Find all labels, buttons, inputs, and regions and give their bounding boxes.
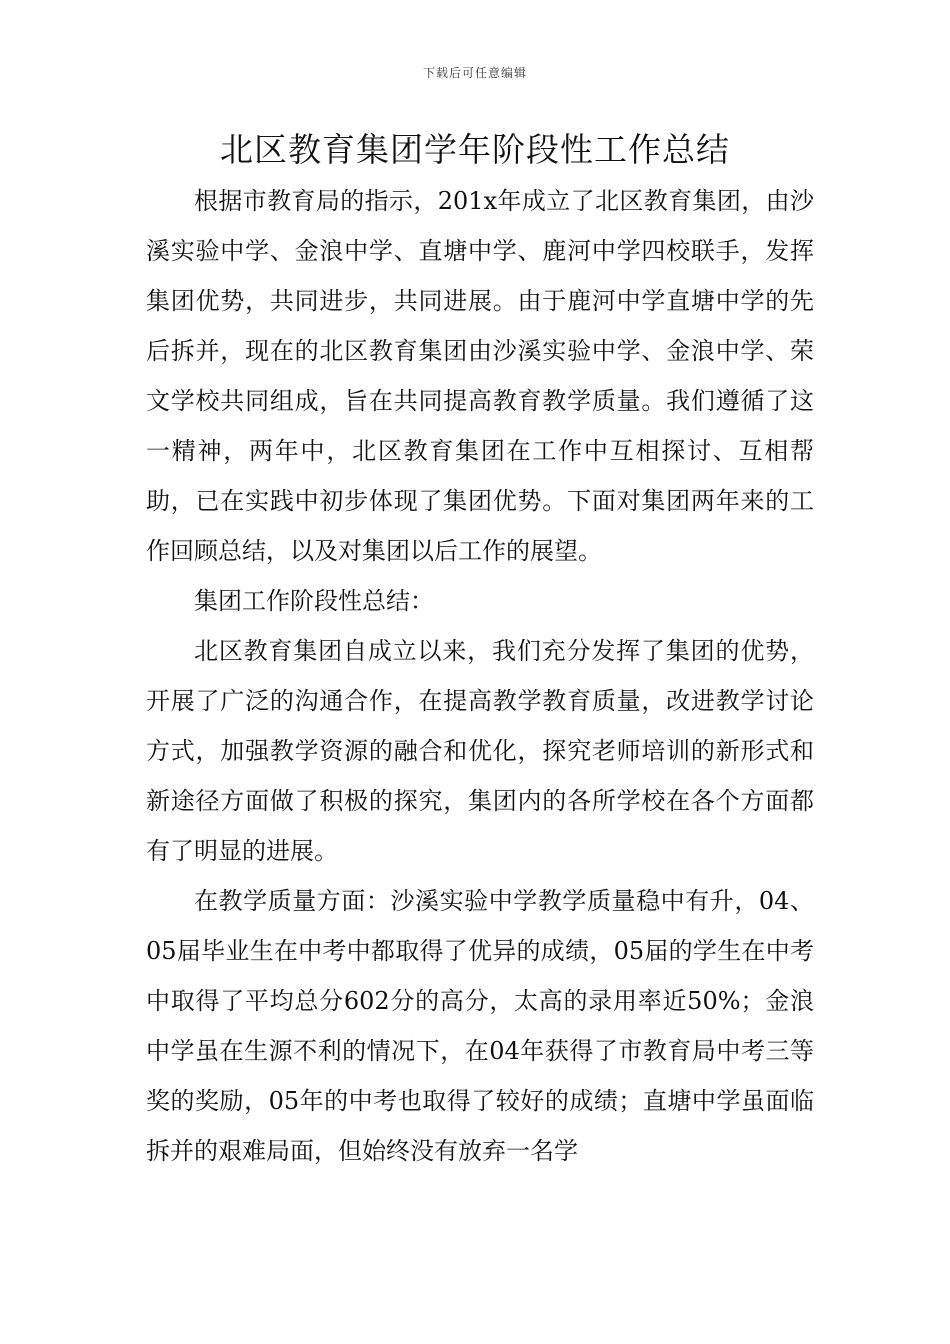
paragraph-section-heading: 集团工作阶段性总结： <box>194 587 434 615</box>
paragraph-intro: 根据市教育局的指示，201x年成立了北区教育集团，由沙溪实验中学、金浪中学、直塘中学、鹿河中学四校联手，发挥集团优势，共同进步，共同进展。由于鹿河中学直塘中学的先后拆并，现在的北区教育集团由沙溪实验中学、金浪中学、荣文学校共同组成，旨在共同提高教育教学质量。我们遵循了这一精神，两年中，北区教育集团在工作中互相探讨、互相帮助，已在实践中初步体现了集团优势。下面对集团两年来的工作回顾总结，以及对集团以后工作的展望。 <box>146 187 814 565</box>
header-note: 下载后可任意编辑 <box>422 66 527 80</box>
paragraph-teaching-quality: 在教学质量方面：沙溪实验中学教学质量稳中有升，04、05届毕业生在中考中都取得了优异的成绩，05届的学生在中考中取得了平均总分602分的高分，太高的录用率近50%；金浪中学虽在生源不利的情况下，在04年获得了市教育局中考三等奖的奖励，05年的中考也取得了较好的成绩；直塘中学虽面临拆并的艰难局面，但始终没有放弃一名学 <box>146 887 814 1165</box>
paragraph-group-summary: 北区教育集团自成立以来，我们充分发挥了集团的优势，开展了广泛的沟通合作，在提高教学教育质量，改进教学讨论方式，加强教学资源的融合和优化，探究老师培训的新形式和新途径方面做了积极的探究，集团内的各所学校在各个方面都有了明显的进展。 <box>146 637 814 865</box>
document-body <box>146 176 814 1176</box>
document-title: 北区教育集团学年阶段性工作总结 <box>220 130 730 169</box>
